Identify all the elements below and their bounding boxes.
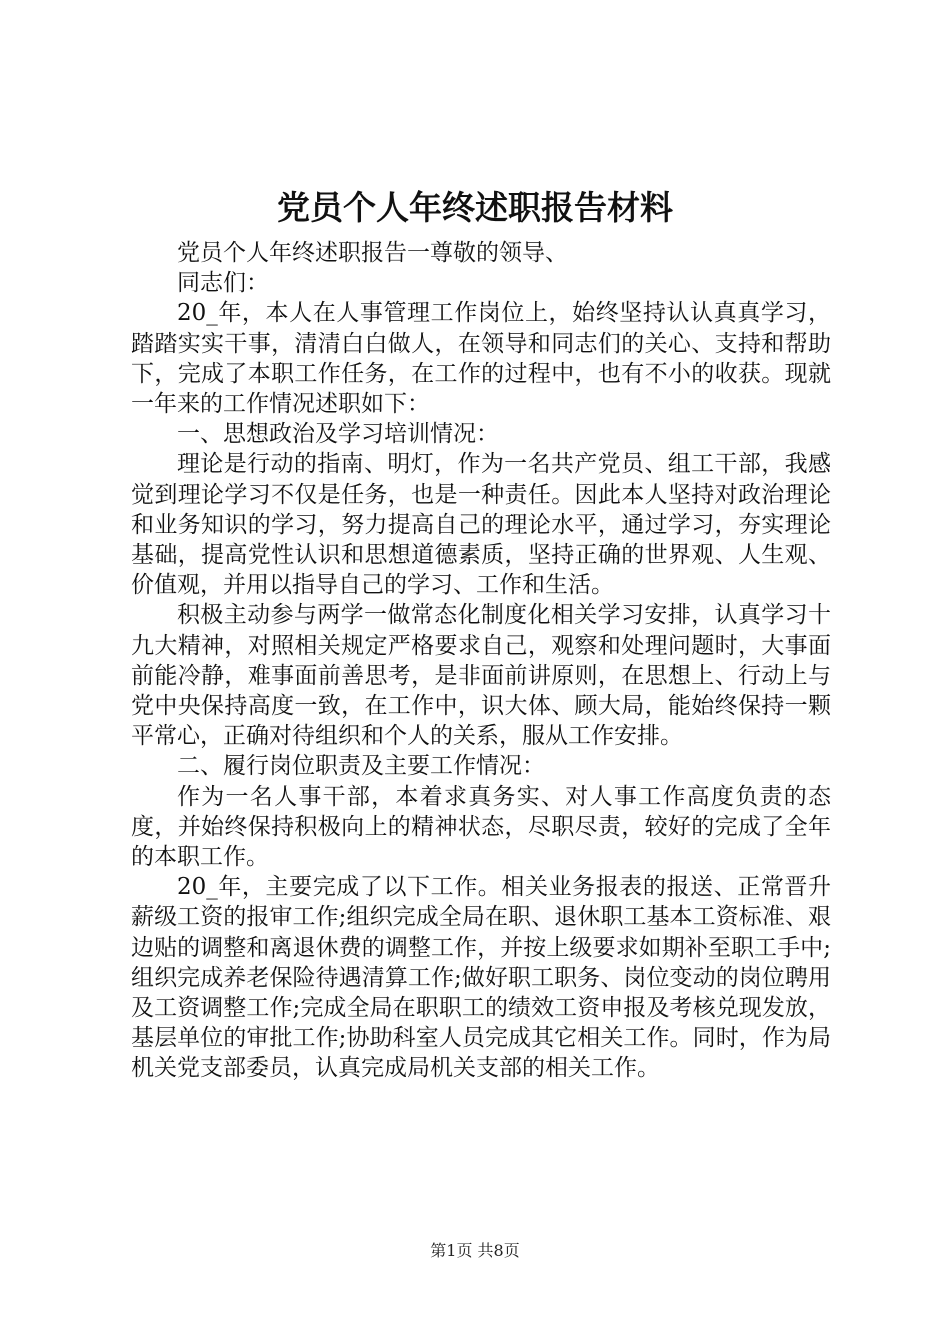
section-heading-1: 一、思想政治及学习培训情况： bbox=[177, 421, 499, 448]
paragraph-work: 20_年，主要完成了以下工作。相关业务报表的报送、正常晋升薪级工资的报审工作;组织完成全局在职、退休职工基本工资标准、艰边贴的调整和离退休费的调整工作，并按上级要求如期补至职工手中;组织完成养老保险待遇清算工作;做好职工职务、岗位变动的岗位聘用及工资调整工作;完成全局在职职工的绩效工资申报及考核兑现发放，基层单位的审批工作;协助科室人员完成其它相关工作。同时，作为局机关党支部委员，认真完成局机关支部的相关工作。 bbox=[131, 874, 831, 1082]
paragraph-theory: 理论是行动的指南、明灯，作为一名共产党员、组工干部，我感觉到理论学习不仅是任务，也是一种责任。因此本人坚持对政治理论和业务知识的学习，努力提高自己的理论水平，通过学习，夯实理论基础，提高党性认识和思想道德素质，坚持正确的世界观、人生观、价值观，并用以指导自己的学习、工作和生活。 bbox=[131, 451, 831, 599]
paragraph-study: 积极主动参与两学一做常态化制度化相关学习安排，认真学习十九大精神，对照相关规定严格要求自己，观察和处理问题时，大事面前能冷静，难事面前善思考，是非面前讲原则，在思想上、行动上与党中央保持高度一致，在工作中，识大体、顾大局，能始终保持一颗平常心，正确对待组织和个人的关系，服从工作安排。 bbox=[131, 602, 831, 750]
paragraph-duties: 作为一名人事干部，本着求真务实、对人事工作高度负责的态度，并始终保持积极向上的精神状态，尽职尽责，较好的完成了全年的本职工作。 bbox=[131, 783, 831, 871]
paragraph-intro: 20_年，本人在人事管理工作岗位上，始终坚持认认真真学习，踏踏实实干事，清清白白做人，在领导和同志们的关心、支持和帮助下，完成了本职工作任务，在工作的过程中，也有不小的收获。现就一年来的工作情况述职如下： bbox=[131, 300, 831, 418]
section-heading-2: 二、履行岗位职责及主要工作情况： bbox=[177, 753, 545, 780]
paragraph-salutation: 党员个人年终述职报告一尊敬的领导、 bbox=[177, 240, 568, 266]
paragraph-salutation-cont: 同志们： bbox=[177, 270, 269, 297]
document-title: 党员个人年终述职报告材料 bbox=[277, 188, 673, 227]
document-body bbox=[131, 238, 831, 1084]
page-number-footer: 第1页 共8页 bbox=[430, 1241, 520, 1260]
